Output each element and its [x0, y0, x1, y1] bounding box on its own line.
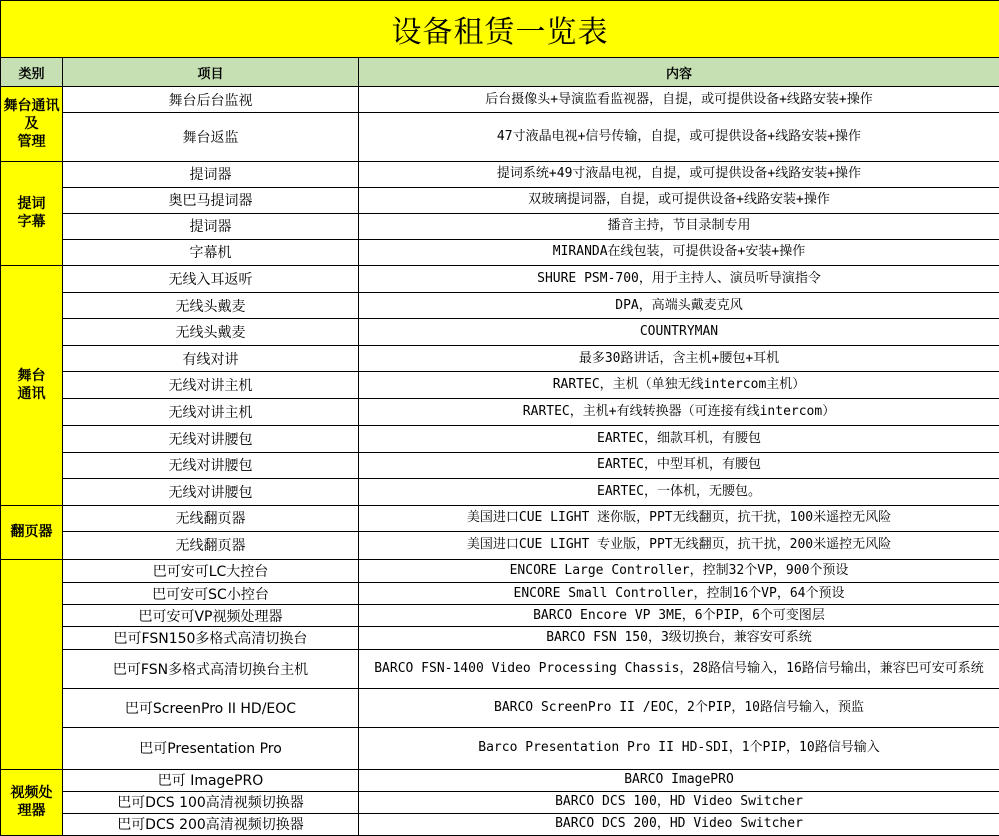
- item-cell[interactable]: 巴可安可SC小控台: [63, 583, 359, 605]
- content-cell[interactable]: BARCO FSN 150，3级切换台，兼容安可系统: [359, 627, 999, 650]
- table-row: [1, 239, 999, 265]
- content-cell[interactable]: EARTEC，中型耳机，有腰包: [359, 452, 999, 478]
- item-cell[interactable]: 无线头戴麦: [63, 319, 359, 346]
- header-category[interactable]: 类别: [1, 58, 63, 87]
- item-cell[interactable]: 巴可ScreenPro II HD/EOC: [63, 689, 359, 727]
- content-cell[interactable]: EARTEC，细款耳机，有腰包: [359, 425, 999, 452]
- content-cell[interactable]: 美国进口CUE LIGHT 迷你版，PPT无线翻页，抗干扰，100米遥控无风险: [359, 505, 999, 531]
- category-cell[interactable]: 翻页器: [1, 505, 63, 559]
- table-row: [1, 791, 999, 813]
- item-cell[interactable]: 无线入耳返听: [63, 265, 359, 292]
- table-row: [1, 319, 999, 346]
- content-cell[interactable]: BARCO DCS 200，HD Video Switcher: [359, 813, 999, 835]
- item-cell[interactable]: 无线对讲腰包: [63, 478, 359, 505]
- content-cell[interactable]: EARTEC，一体机，无腰包。: [359, 478, 999, 505]
- table-row: [1, 161, 999, 187]
- content-cell[interactable]: BARCO ScreenPro II /EOC，2个PIP，10路信号输入，预监: [359, 689, 999, 727]
- table-row: [1, 605, 999, 627]
- item-cell[interactable]: 巴可 ImagePRO: [63, 769, 359, 791]
- content-cell[interactable]: 最多30路讲话，含主机+腰包+耳机: [359, 346, 999, 372]
- title-row: [1, 1, 999, 58]
- item-cell[interactable]: 巴可DCS 200高清视频切换器: [63, 813, 359, 835]
- table-row: [1, 627, 999, 650]
- table-row: [1, 372, 999, 399]
- item-cell[interactable]: 巴可FSN150多格式高清切换台: [63, 627, 359, 650]
- item-cell[interactable]: 提词器: [63, 161, 359, 187]
- table-row: [1, 87, 999, 113]
- content-cell[interactable]: ENCORE Small Controller，控制16个VP，64个预设: [359, 583, 999, 605]
- category-cell[interactable]: [1, 559, 63, 769]
- content-cell[interactable]: ENCORE Large Controller，控制32个VP，900个预设: [359, 559, 999, 582]
- table-row: [1, 650, 999, 689]
- item-cell[interactable]: 巴可DCS 100高清视频切换器: [63, 791, 359, 813]
- table-row: [1, 213, 999, 239]
- header-content[interactable]: 内容: [359, 58, 999, 87]
- content-cell[interactable]: BARCO DCS 100，HD Video Switcher: [359, 791, 999, 813]
- header-row: [1, 58, 999, 87]
- item-cell[interactable]: 无线翻页器: [63, 505, 359, 531]
- content-cell[interactable]: BARCO ImagePRO: [359, 769, 999, 791]
- content-cell[interactable]: 提词系统+49寸液晶电视，自提，或可提供设备+线路安装+操作: [359, 161, 999, 187]
- content-cell[interactable]: SHURE PSM-700，用于主持人、演员听导演指令: [359, 265, 999, 292]
- category-cell[interactable]: 提词 字幕: [1, 161, 63, 265]
- item-cell[interactable]: 舞台返监: [63, 113, 359, 161]
- table-row: [1, 452, 999, 478]
- table-row: [1, 113, 999, 161]
- table-row: [1, 293, 999, 319]
- content-cell[interactable]: 后台摄像头+导演监看监视器，自提，或可提供设备+线路安装+操作: [359, 87, 999, 113]
- content-cell[interactable]: BARCO Encore VP 3ME，6个PIP，6个可变图层: [359, 605, 999, 627]
- content-cell[interactable]: 双玻璃提词器，自提，或可提供设备+线路安装+操作: [359, 187, 999, 213]
- content-cell[interactable]: Barco Presentation Pro II HD-SDI，1个PIP，10路信号输入: [359, 727, 999, 769]
- item-cell[interactable]: 无线对讲腰包: [63, 452, 359, 478]
- category-cell[interactable]: 舞台 通讯: [1, 265, 63, 505]
- item-cell[interactable]: 无线对讲腰包: [63, 425, 359, 452]
- category-cell[interactable]: 舞台通讯及 管理: [1, 87, 63, 161]
- content-cell[interactable]: COUNTRYMAN: [359, 319, 999, 346]
- category-cell[interactable]: 视频处 理器: [1, 769, 63, 835]
- table-row: [1, 478, 999, 505]
- content-cell[interactable]: 播音主持，节目录制专用: [359, 213, 999, 239]
- item-cell[interactable]: 无线翻页器: [63, 531, 359, 559]
- table-row: [1, 425, 999, 452]
- table-row: [1, 559, 999, 582]
- item-cell[interactable]: 字幕机: [63, 239, 359, 265]
- item-cell[interactable]: 有线对讲: [63, 346, 359, 372]
- content-cell[interactable]: 美国进口CUE LIGHT 专业版，PPT无线翻页，抗干扰，200米遥控无风险: [359, 531, 999, 559]
- item-cell[interactable]: 巴可Presentation Pro: [63, 727, 359, 769]
- header-item[interactable]: 项目: [63, 58, 359, 87]
- content-cell[interactable]: MIRANDA在线包装，可提供设备+安装+操作: [359, 239, 999, 265]
- table-row: [1, 727, 999, 769]
- item-cell[interactable]: 巴可FSN多格式高清切换台主机: [63, 650, 359, 689]
- content-cell[interactable]: RARTEC，主机（单独无线intercom主机）: [359, 372, 999, 399]
- item-cell[interactable]: 无线对讲主机: [63, 399, 359, 425]
- content-cell[interactable]: RARTEC，主机+有线转换器（可连接有线intercom）: [359, 399, 999, 425]
- content-cell[interactable]: 47寸液晶电视+信号传输，自提，或可提供设备+线路安装+操作: [359, 113, 999, 161]
- table-row: [1, 505, 999, 531]
- table-row: [1, 265, 999, 292]
- content-cell[interactable]: DPA，高端头戴麦克风: [359, 293, 999, 319]
- item-cell[interactable]: 舞台后台监视: [63, 87, 359, 113]
- item-cell[interactable]: 无线对讲主机: [63, 372, 359, 399]
- item-cell[interactable]: 巴可安可LC大控台: [63, 559, 359, 582]
- table-row: [1, 346, 999, 372]
- table-row: [1, 531, 999, 559]
- table-row: [1, 187, 999, 213]
- sheet-title[interactable]: 设备租赁一览表: [1, 1, 999, 58]
- item-cell[interactable]: 无线头戴麦: [63, 293, 359, 319]
- table-row: [1, 399, 999, 425]
- table-row: [1, 583, 999, 605]
- content-cell[interactable]: BARCO FSN-1400 Video Processing Chassis，28路信号输入，16路信号输出，兼容巴可安可系统: [359, 650, 999, 689]
- table-row: [1, 769, 999, 791]
- table-row: [1, 689, 999, 727]
- table-row: [1, 813, 999, 835]
- item-cell[interactable]: 提词器: [63, 213, 359, 239]
- item-cell[interactable]: 巴可安可VP视频处理器: [63, 605, 359, 627]
- item-cell[interactable]: 奥巴马提词器: [63, 187, 359, 213]
